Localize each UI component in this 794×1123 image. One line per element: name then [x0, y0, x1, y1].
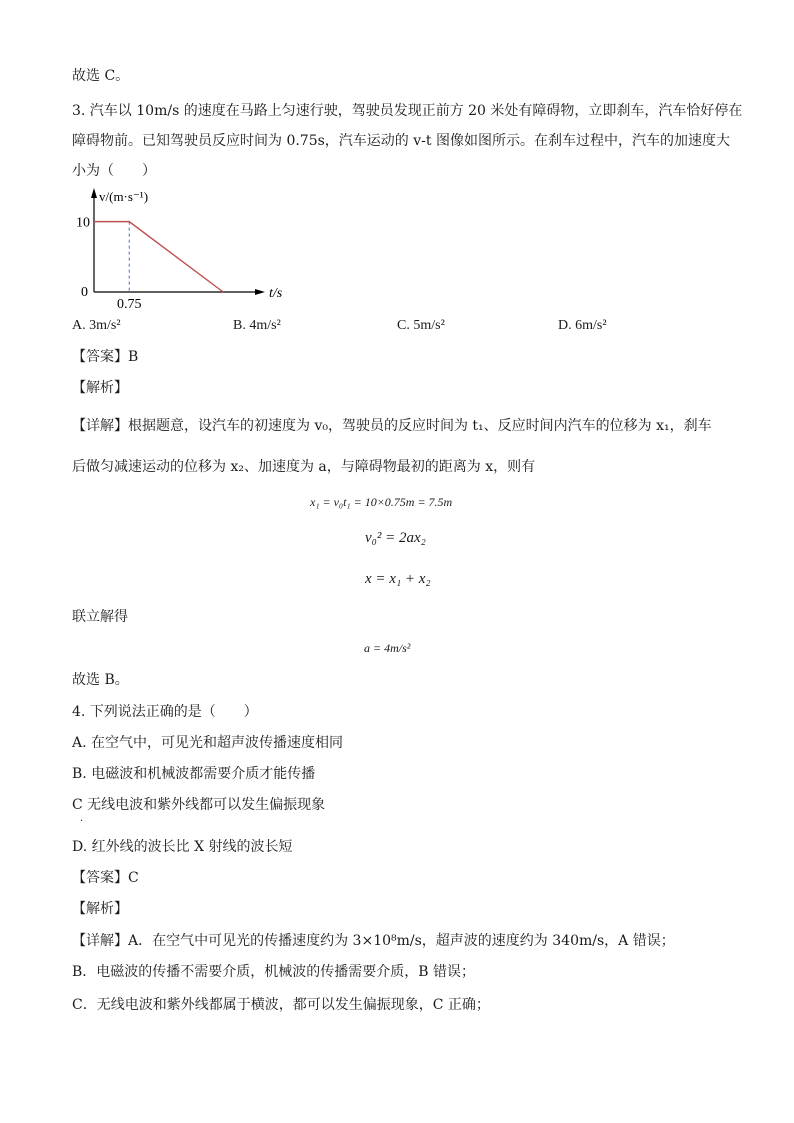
question-3-line-3: 小为（ ）: [72, 163, 156, 179]
velocity-line: [94, 222, 223, 292]
question-4-option-d: D. 红外线的波长比 X 射线的波长短: [72, 839, 293, 855]
y-axis-label: v/(m·s⁻¹): [99, 189, 149, 204]
solve-line: 联立解得: [72, 609, 128, 625]
equation-2: v₀² = 2ax₂: [365, 530, 426, 546]
text-line: 故选 C。: [72, 68, 130, 84]
choose-b-line: 故选 B。: [72, 672, 129, 688]
question-4-option-c: C 无线电波和紫外线都可以发生偏振现象: [72, 797, 326, 813]
vt-chart-svg: [76, 185, 283, 312]
question-4-option-b: B. 电磁波和机械波都需要介质才能传播: [72, 766, 316, 782]
y-tick-10: 10: [76, 215, 90, 231]
option-d: D. 6m/s²: [558, 318, 607, 333]
question-4: 4. 下列说法正确的是（ ）: [72, 704, 258, 720]
equation-4: a = 4m/s²: [364, 641, 411, 655]
answer-label-4: 【答案】C: [72, 870, 139, 886]
vt-chart: [76, 185, 283, 314]
question-4-option-a: A. 在空气中，可见光和超声波传播速度相同: [72, 735, 344, 751]
equation-1: x₁ = v₀t₁ = 10×0.75m = 7.5m: [310, 495, 453, 509]
detail-3-line-1: 【详解】根据题意，设汽车的初速度为 v₀，驾驶员的反应时间为 t₁、反应时间内汽车的位移为 x₁，刹车: [72, 418, 712, 434]
detail-4-line-1: 【详解】A．在空气中可见光的传播速度约为 3×10⁸m/s，超声波的速度约为 340m/s，A 错误；: [72, 933, 675, 949]
x-tick-0-75: 0.75: [116, 297, 142, 312]
question-3-line-2: 障碍物前。已知驾驶员反应时间为 0.75s，汽车运动的 v-t 图像如图所示。在刹车过程中，汽车的加速度大: [72, 133, 730, 149]
option-a: A. 3m/s²: [72, 318, 121, 333]
option-b: B. 4m/s²: [233, 318, 281, 333]
detail-3-line-2: 后做匀减速运动的位移为 x₂、加速度为 a，与障碍物最初的距离为 x，则有: [72, 459, 536, 475]
x-axis-label: t/s: [269, 286, 283, 301]
detail-4-line-2: B．电磁波的传播不需要介质，机械波的传播需要介质，B 错误；: [72, 964, 476, 980]
question-3-line-1: 3. 汽车以 10m/s 的速度在马路上匀速行驶，驾驶员发现正前方 20 米处有障碍物，立即刹车，汽车恰好停在: [72, 103, 743, 119]
option-c-dot: ·: [80, 816, 84, 827]
analysis-label-3: 【解析】: [72, 380, 128, 396]
option-c: C. 5m/s²: [397, 318, 445, 333]
y-tick-0: 0: [81, 285, 88, 300]
analysis-label-4: 【解析】: [72, 901, 128, 917]
y-axis-arrow: [91, 188, 97, 198]
answer-label-3: 【答案】B: [72, 349, 139, 365]
equation-3: x = x₁ + x₂: [365, 571, 431, 587]
detail-4-line-3: C．无线电波和紫外线都属于横波，都可以发生偏振现象，C 正确；: [72, 997, 490, 1013]
x-axis-arrow: [255, 289, 265, 295]
